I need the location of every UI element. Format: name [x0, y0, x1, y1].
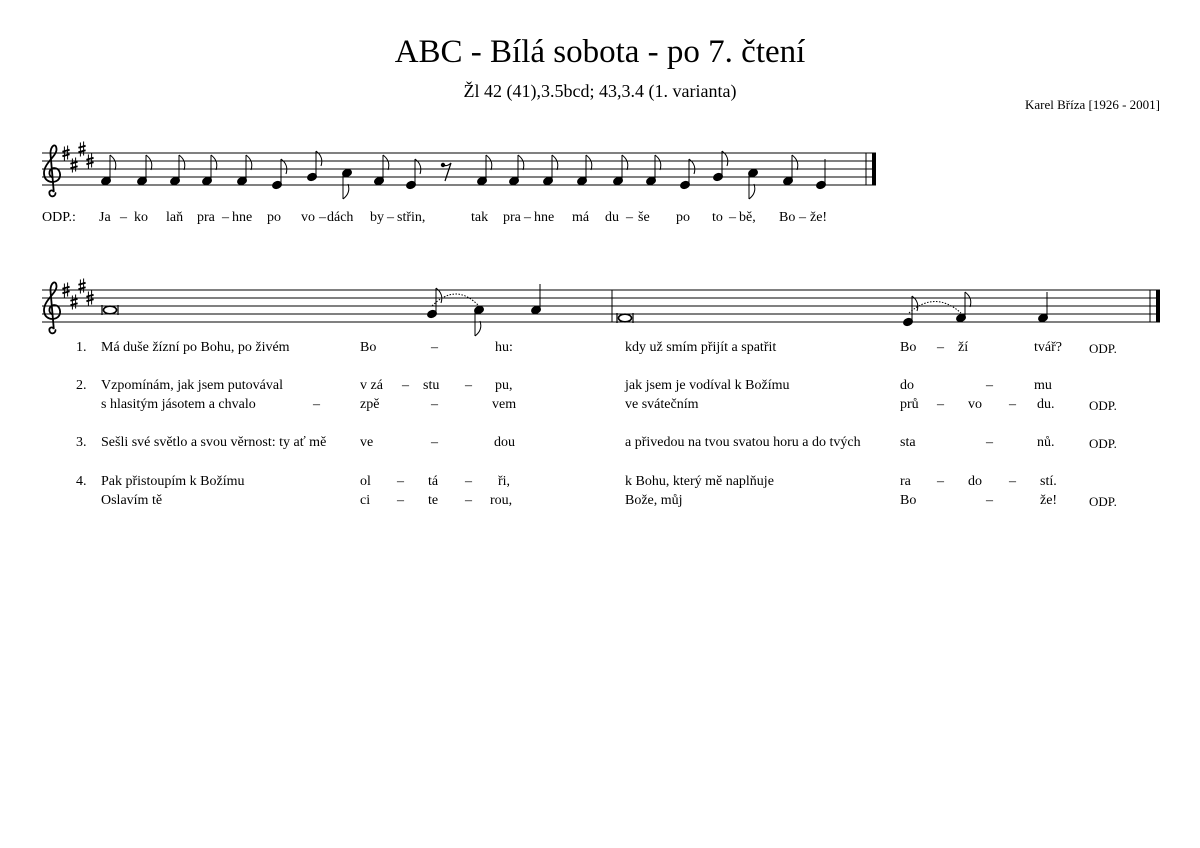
page-title: ABC - Bílá sobota - po 7. čtení [394, 34, 806, 70]
verse-syllable: že! [1040, 493, 1058, 508]
verse-syllable: Bo [900, 340, 917, 355]
refrain-syllable: še [638, 210, 650, 225]
verse-syllable: vo [968, 397, 982, 412]
refrain-hyphen: – [626, 210, 633, 225]
verse-hyphen: – [402, 378, 409, 393]
psalm-reference: Žl 42 (41),3.5bcd; 43,3.4 (1. varianta) [463, 81, 737, 101]
refrain-label: ODP.: [42, 210, 76, 225]
refrain-syllable: du [605, 210, 619, 225]
refrain-syllable: střin, [397, 210, 426, 225]
verse-number: 1. [76, 340, 87, 355]
slur [432, 294, 479, 306]
refrain-hyphen: – [799, 210, 806, 225]
eighth-rest [441, 163, 451, 181]
verse-syllable: Bo [360, 340, 377, 355]
verse-text-b: ve svátečním [625, 397, 699, 412]
verse-hyphen: – [397, 474, 404, 489]
verse-text-a: Oslavím tě [101, 493, 163, 508]
verse-syllable: v zá [360, 378, 383, 393]
note [237, 155, 252, 186]
odp-marker: ODP. [1089, 436, 1117, 451]
note [509, 155, 524, 186]
verse-syllable: stu [423, 378, 440, 393]
refrain-hyphen: – [387, 210, 394, 225]
verse-syllable: stí. [1040, 474, 1057, 489]
slur [909, 302, 961, 314]
verse-hyphen: – [937, 397, 944, 412]
verse-number: 3. [76, 435, 87, 450]
note [816, 159, 827, 190]
refrain-syllable: že! [810, 210, 828, 225]
refrain-hyphen: – [319, 210, 326, 225]
verse-hyphen: – [1009, 397, 1016, 412]
refrain-syllable: hne [534, 210, 555, 225]
refrain-syllable: po [267, 210, 281, 225]
refrain-syllable: to [712, 210, 723, 225]
verse-syllable: do [900, 378, 914, 393]
verse-hyphen: – [465, 378, 472, 393]
note [956, 292, 971, 323]
staff-verses [42, 279, 1160, 337]
note [577, 155, 592, 186]
refrain-syllable: má [572, 210, 590, 225]
verse-hyphen: – [986, 435, 993, 450]
verse-hyphen: – [986, 378, 993, 393]
verse-syllable: Bo [900, 493, 917, 508]
verse-syllable: ři, [498, 474, 511, 489]
verse-number: 4. [76, 474, 87, 489]
verse-syllable: ol [360, 474, 371, 489]
verse-text-b: k Bohu, který mě naplňuje [625, 474, 774, 489]
refrain-hyphen: – [729, 210, 736, 225]
odp-marker: ODP. [1089, 398, 1117, 413]
verse-syllable: hu: [495, 340, 513, 355]
note [646, 155, 661, 186]
verse-syllable: pu, [495, 378, 513, 393]
verse-hyphen: – [313, 397, 320, 412]
note [531, 284, 542, 315]
verse-syllable: sta [900, 435, 916, 450]
verse-syllable: tvář? [1034, 340, 1062, 355]
refrain-syllable: Ja [99, 210, 111, 225]
verse-syllable: rou, [490, 493, 513, 508]
note [374, 155, 389, 186]
verse-syllable: dou [494, 435, 515, 450]
verse-syllable: do [968, 474, 982, 489]
note [613, 155, 628, 186]
composer-credit: Karel Bříza [1926 - 2001] [1024, 97, 1160, 112]
refrain-syllable: pra [503, 210, 521, 225]
verse-syllable: mu [1034, 378, 1052, 393]
verse-syllable: te [428, 493, 439, 508]
verse-syllable: prů [900, 397, 919, 412]
verse-text-b: a přivedou na tvou svatou horu a do tvých [625, 435, 861, 450]
refrain-syllable: vo [301, 210, 315, 225]
note [202, 155, 217, 186]
refrain-syllable: Bo [779, 210, 796, 225]
odp-marker: ODP. [1089, 341, 1117, 356]
refrain-syllable: hne [232, 210, 253, 225]
verse-text-a: s hlasitým jásotem a chvalo [101, 397, 256, 412]
refrain-lyrics [42, 210, 827, 225]
refrain-syllable: pra [197, 210, 215, 225]
note [783, 155, 798, 186]
verse-hyphen: – [937, 474, 944, 489]
refrain-hyphen: – [222, 210, 229, 225]
verse-hyphen: – [937, 340, 944, 355]
verse-hyphen: – [465, 474, 472, 489]
refrain-syllable: tak [471, 210, 489, 225]
staff-refrain [42, 142, 876, 200]
verse-syllable: du. [1037, 397, 1055, 412]
verse-syllable: ží [958, 340, 969, 355]
note [137, 155, 152, 186]
note [101, 155, 116, 186]
verse-syllable: ve [360, 435, 374, 450]
verse-text-a: Má duše žízní po Bohu, po živém [101, 340, 290, 355]
verse-hyphen: – [431, 340, 438, 355]
verse-syllable: tá [428, 474, 439, 489]
refrain-syllable: po [676, 210, 690, 225]
refrain-hyphen: – [524, 210, 531, 225]
refrain-hyphen: – [120, 210, 127, 225]
verse-text-b: kdy už smím přijít a spatřit [625, 340, 777, 355]
verse-text-a: Vzpomínám, jak jsem putovával [101, 378, 283, 393]
verse-number: 2. [76, 378, 87, 393]
verse-hyphen: – [1009, 474, 1016, 489]
refrain-syllable: by [370, 210, 384, 225]
refrain-syllable: bě, [739, 210, 756, 225]
refrain-syllable: laň [166, 210, 184, 225]
odp-marker: ODP. [1089, 494, 1117, 509]
verse-hyphen: – [431, 397, 438, 412]
verse-text-a: Pak přistoupím k Božímu [101, 474, 245, 489]
verse-hyphen: – [397, 493, 404, 508]
note [477, 155, 492, 186]
verse-syllable: zpě [360, 397, 380, 412]
verse-hyphen: – [465, 493, 472, 508]
verse-text-b: jak jsem je vodíval k Božímu [625, 378, 790, 393]
note [543, 155, 558, 186]
note [474, 305, 485, 336]
note [748, 168, 759, 199]
verse-text-b: Bože, můj [625, 493, 683, 508]
refrain-syllable: ko [134, 210, 148, 225]
refrain-syllable: dách [327, 210, 354, 225]
verse-syllable: ra [900, 474, 911, 489]
note [342, 168, 353, 199]
verse-hyphen: – [986, 493, 993, 508]
note [170, 155, 185, 186]
verse-hyphen: – [431, 435, 438, 450]
verse-syllable: ci [360, 493, 371, 508]
verse-syllable: nů. [1037, 435, 1055, 450]
verse-text-a: Sešli své světlo a svou věrnost: ty ať mě [101, 435, 327, 450]
note [1038, 292, 1049, 323]
verse-syllable: vem [492, 397, 517, 412]
